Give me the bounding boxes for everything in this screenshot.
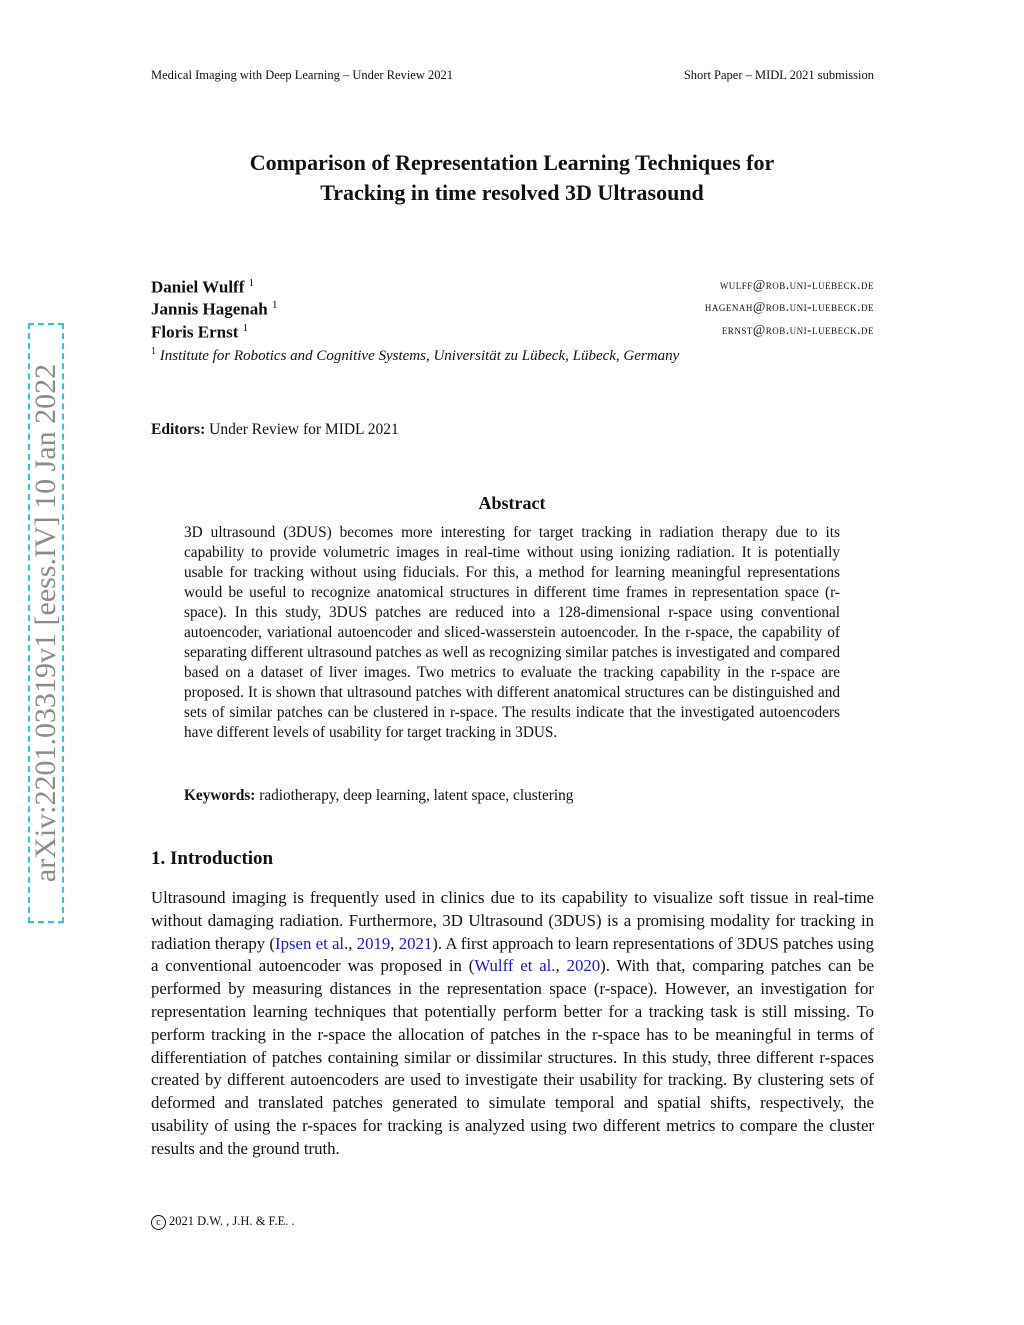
citation-link[interactable]: 2020 bbox=[566, 956, 601, 976]
title-line-1: Comparison of Representation Learning Techniques for bbox=[249, 150, 775, 175]
section-heading-introduction: 1. Introduction bbox=[151, 848, 274, 869]
author-row bbox=[151, 322, 874, 344]
abstract-heading: Abstract bbox=[478, 493, 546, 513]
citation-link[interactable]: 2021 bbox=[398, 933, 433, 953]
editors-text: Under Review for MIDL 2021 bbox=[209, 421, 399, 438]
author-email[interactable]: hagenah@rob.uni-luebeck.de bbox=[704, 299, 874, 314]
citation-link[interactable]: 2019 bbox=[356, 933, 391, 953]
copyright-icon: c bbox=[151, 1215, 166, 1230]
author-email[interactable]: ernst@rob.uni-luebeck.de bbox=[721, 322, 874, 337]
keywords bbox=[184, 787, 840, 805]
affiliation: $^1$ Institute for Robotics and Cognitive Systems, Universität zu Lübeck, Lübeck, Germany bbox=[151, 346, 680, 364]
running-header-right: Short Paper – MIDL 2021 submission bbox=[683, 68, 874, 82]
author-row bbox=[151, 299, 874, 321]
editors-line bbox=[151, 421, 399, 439]
copyright-notice: c 2021 D.W. , J.H. & F.E. . bbox=[151, 1214, 295, 1230]
author-name: Daniel Wulff $^1$ bbox=[151, 277, 255, 297]
paper-title bbox=[150, 148, 874, 208]
author-email[interactable]: wulff@rob.uni-luebeck.de bbox=[719, 277, 874, 292]
citation-link[interactable]: Ipsen et al. bbox=[275, 933, 349, 953]
title-line-2: Tracking in time resolved 3D Ultrasound bbox=[320, 180, 704, 205]
editors-label: Editors: bbox=[151, 421, 206, 438]
keywords-label: Keywords: bbox=[184, 787, 256, 804]
author-row bbox=[151, 277, 874, 299]
author-name: Jannis Hagenah $^1$ bbox=[151, 299, 278, 319]
keywords-text: radiotherapy, deep learning, latent space, clustering bbox=[259, 787, 574, 804]
running-header-left: Medical Imaging with Deep Learning – Under Review 2021 bbox=[151, 68, 453, 82]
author-name: Floris Ernst $^1$ bbox=[151, 322, 249, 342]
arxiv-identifier: arXiv:2201.03319v1 [eess.IV] 10 Jan 2022 bbox=[29, 363, 62, 883]
arxiv-stamp[interactable] bbox=[28, 323, 64, 923]
abstract-body: 3D ultrasound (3DUS) becomes more interesting for target tracking in radiation therapy due to its capability to provide volumetric images in real-time without using ionizing radiation. It is potentially usable for tracking without using fiducials. For this, a method for learning meaningful representations would be useful to recognize anatomical structures in different time frames in representation space (r-space). In this study, 3DUS patches are reduced into a 128-dimensional r-space using conventional autoencoder, variational autoencoder and sliced-wasserstein autoencoder. In the r-space, the capability of separating different ultrasound patches as well as recognizing similar patches is investigated and compared based on a dataset of liver images. Two metrics to evaluate the tracking capability in the r-space are proposed. It is shown that ultrasound patches with different anatomical structures can be distinguished and sets of similar patches can be clustered in r-space. The results indicate that the investigated autoencoders have different levels of usability for target tracking in 3DUS. bbox=[184, 524, 840, 741]
introduction-paragraph: Ultrasound imaging is frequently used in clinics due to its capability to visualize soft tissue in real-time without damaging radiation. Furthermore, 3D Ultrasound (3DUS) is a promising modality for tracking in radiation therapy (Ipsen et al., 2019, 2021). A first approach to learn representations of 3DUS patches using a conventional autoencoder was proposed in (Wulff et al., 2020). With that, comparing patches can be performed by measuring distances in the representation space (r-space). However, an investigation for representation learning techniques that potentially perform better for a tracking task is still missing. To perform tracking in the r-space the allocation of patches in the r-space has to be meaningful in terms of differentiation of patches containing similar or dissimilar structures. In this study, three different r-spaces created by different autoencoders are used to investigate their usability for tracking. By clustering sets of deformed and translated patches generated to simulate temporal and spatial shifts, respectively, the usability of using the r-spaces for tracking is analyzed using two different metrics to compare the cluster results and the ground truth. bbox=[151, 888, 875, 1158]
citation-link[interactable]: Wulff et al. bbox=[474, 956, 556, 976]
